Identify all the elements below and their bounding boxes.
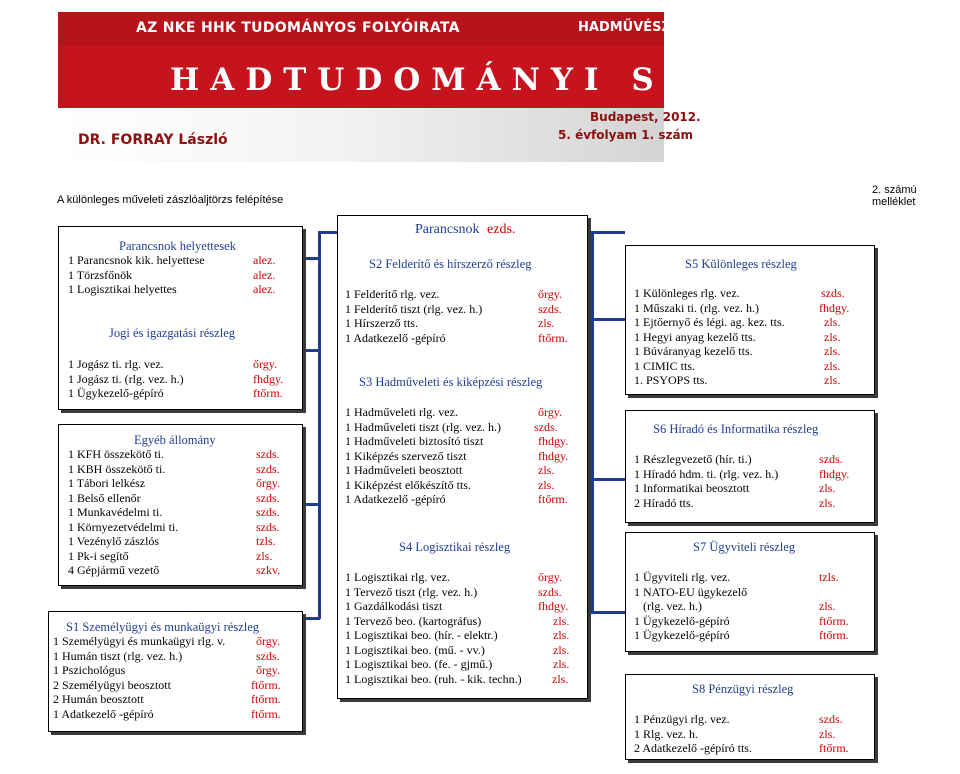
s8-box [625, 674, 875, 760]
connector-line [591, 318, 625, 321]
list-item: 1 Pk-i segítő zls. [68, 548, 273, 563]
list-item: 1 Informatikai beosztott zls. [634, 481, 836, 495]
legal-list [68, 357, 298, 401]
s2-list [345, 287, 585, 345]
list-item: 4 Gépjármű vezető szkv. [68, 563, 281, 577]
list-item: 1 NATO-EU ügykezelő [634, 584, 748, 599]
list-item: (rlg. vez. h.) zls. [634, 599, 836, 613]
other-staff-box [58, 424, 303, 586]
other-title: Egyéb állomány [134, 433, 216, 447]
connector-line [591, 231, 594, 614]
list-item: 2 Személyügyi beosztott ftőrm. [53, 677, 281, 692]
list-item: 1 Rlg. vez. h. zls. [634, 726, 836, 741]
connector-line [591, 611, 625, 614]
list-item: 1 Logisztikai beo. (ruh. - kik. techn.) zls. [345, 671, 569, 686]
list-item: 1 Felderítő tiszt (rlg. vez. h.) szds. [345, 301, 562, 316]
list-item: 1 Ügyviteli rlg. vez. tzls. [634, 570, 839, 584]
s6-title: S6 Híradó és Informatika részleg [653, 422, 819, 436]
list-item: 2 Adatkezelő -gépíró tts. ftőrm. [634, 741, 849, 755]
journal-name: AZ NKE HHK TUDOMÁNYOS FOLYÓIRATA [136, 20, 460, 36]
list-item: 1 Hegyi anyag kezelő tts. zls. [634, 329, 841, 344]
list-item: 1 Hadműveleti rlg. vez. őrgy. [345, 405, 562, 419]
list-item: 1 Adatkezelő -gépíró ftőrm. [53, 706, 281, 721]
list-item: 1 Törzsfőnök alez. [68, 267, 276, 282]
author-name: DR. FORRAY László [78, 132, 228, 148]
list-item: 1 Pszichológus őrgy. [53, 663, 280, 677]
list-item: 1 Adatkezelő -gépíró ftőrm. [345, 492, 568, 506]
list-item: 1 Adatkezelő -gépíró ftőrm. [345, 330, 568, 345]
list-item: 1 Hadműveleti biztosító tiszt fhdgy. [345, 434, 569, 448]
list-item: 1 Tervező tiszt (rlg. vez. h.) szds. [345, 584, 562, 599]
left-upper-box [58, 226, 303, 410]
list-item: 1 Különleges rlg. vez. szds. [634, 286, 845, 300]
list-item: 1 Tervező beo. (kartográfus) zls. [345, 613, 570, 628]
list-item: 1 Hírszerző tts. zls. [345, 316, 555, 330]
s3-title: S3 Hadműveleti és kiképzési részleg [359, 375, 543, 389]
s4-list [345, 570, 585, 686]
list-item: 1 Környezetvédelmi ti. szds. [68, 519, 280, 534]
list-item: 1 Logisztikai rlg. vez. őrgy. [345, 570, 562, 584]
s1-box [48, 611, 303, 732]
list-item: 1 Ügykezelő-gépíró ftőrm. [634, 613, 849, 628]
s8-list [634, 712, 874, 756]
s6-box [625, 410, 875, 523]
s5-box [625, 245, 875, 395]
connector-line [300, 257, 320, 260]
s6-list [634, 452, 874, 510]
connector-line [300, 349, 320, 352]
list-item: 1 Belső ellenőr szds. [68, 490, 280, 505]
journal-header [58, 12, 846, 162]
section-name: HADMŰVÉSZET [578, 20, 689, 35]
s3-list [345, 405, 585, 507]
s7-title: S7 Ügyviteli részleg [693, 540, 796, 554]
connector-line [591, 231, 625, 234]
list-item: 2 Híradó tts. zls. [634, 495, 836, 510]
list-item: 1 Logisztikai beo. (fe. - gjmű.) zls. [345, 657, 570, 671]
list-item: 1 Búváranyag kezelő tts. zls. [634, 344, 841, 358]
s2-title: S2 Felderítő és hírszerző részleg [369, 257, 532, 271]
list-item: 1 Híradó hdm. ti. (rlg. vez. h.) fhdgy. [634, 466, 850, 481]
s8-title: S8 Pénzügyi részleg [692, 682, 794, 696]
list-item: 1 Munkavédelmi ti. szds. [68, 505, 280, 519]
connector-line [591, 478, 625, 481]
list-item: 1 Gazdálkodási tiszt fhdgy. [345, 599, 569, 613]
journal-title: HADTUDOMÁNYI SZEMLE [170, 62, 846, 98]
command-box [337, 215, 588, 699]
list-item: 1 Ejtőernyő és légi. ag. kez. tts. zls. [634, 315, 841, 329]
list-item: 1 Műszaki ti. (rlg. vez. h.) fhdgy. [634, 300, 850, 315]
list-item: 1 Pénzügyi rlg. vez. szds. [634, 712, 843, 726]
connector-line [300, 617, 320, 620]
list-item: 1. PSYOPS tts. zls. [634, 373, 841, 387]
deputies-title: Parancsnok helyettesek [119, 239, 236, 253]
list-item: 1 Humán tiszt (rlg. vez. h.) szds. [53, 648, 280, 663]
connector-line [300, 503, 320, 506]
list-item: 1 Tábori lelkész őrgy. [68, 476, 280, 490]
connector-line [318, 231, 321, 619]
s1-title: S1 Személyügyi és munkaügyi részleg [66, 620, 260, 634]
list-item: 1 Logisztikai beo. (mű. - vv.) zls. [345, 642, 570, 657]
list-item: 1 Ügykezelő-gépíró ftőrm. [634, 628, 849, 642]
list-item: 1 Vezénylő zászlós tzls. [68, 534, 276, 548]
s5-title: S5 Különleges részleg [685, 257, 797, 271]
list-item: 1 Kiképzést előkészítő tts. zls. [345, 477, 555, 492]
s4-title: S4 Logisztikai részleg [399, 540, 511, 554]
s5-list [634, 286, 874, 388]
s1-list [53, 634, 301, 721]
list-item: 1 Logisztikai beo. (hír. - elektr.) zls. [345, 628, 570, 642]
list-item: 1 CIMIC tts. zls. [634, 358, 841, 373]
commander: Parancsnok ezds. [415, 222, 516, 237]
list-item: 1 KFH összekötő ti. szds. [68, 447, 280, 461]
s7-box [625, 532, 875, 652]
list-item: 1 Hadműveleti beosztott zls. [345, 463, 555, 477]
list-item: 1 Részlegvezető (hír. ti.) szds. [634, 452, 843, 466]
document-title: A különleges műveleti zászlóaljtörzs felépítése [57, 194, 284, 206]
list-item: 1 Kiképzés szervező tiszt fhdgy. [345, 448, 569, 463]
list-item: 1 Felderítő rlg. vez. őrgy. [345, 287, 562, 301]
deputies-list [68, 253, 298, 297]
annex-label: 2. számú melléklet [872, 184, 917, 208]
list-item: 1 KBH összekötő ti. szds. [68, 461, 280, 476]
list-item: 1 Jogász ti. rlg. vez. őrgy. [68, 357, 277, 371]
list-item: 1 Hadműveleti tiszt (rlg. vez. h.) szds. [345, 419, 558, 434]
list-item: 2 Humán beosztott ftőrm. [53, 692, 281, 706]
list-item: 1 Parancsnok kik. helyettese alez. [68, 253, 276, 267]
issue-number: 5. évfolyam 1. szám [558, 128, 694, 142]
list-item: 1 Jogász ti. (rlg. vez. h.) fhdgy. [68, 371, 284, 386]
legal-title: Jogi és igazgatási részleg [109, 326, 235, 340]
publication-place: Budapest, 2012. [590, 110, 701, 124]
list-item: 1 Logisztikai helyettes alez. [68, 282, 276, 296]
list-item: 1 Ügykezelő-gépíró ftőrm. [68, 386, 283, 400]
list-item: 1 Személyügyi és munkaügyi rlg. v. őrgy. [53, 634, 280, 648]
other-list [68, 447, 298, 578]
s7-list [634, 570, 874, 643]
